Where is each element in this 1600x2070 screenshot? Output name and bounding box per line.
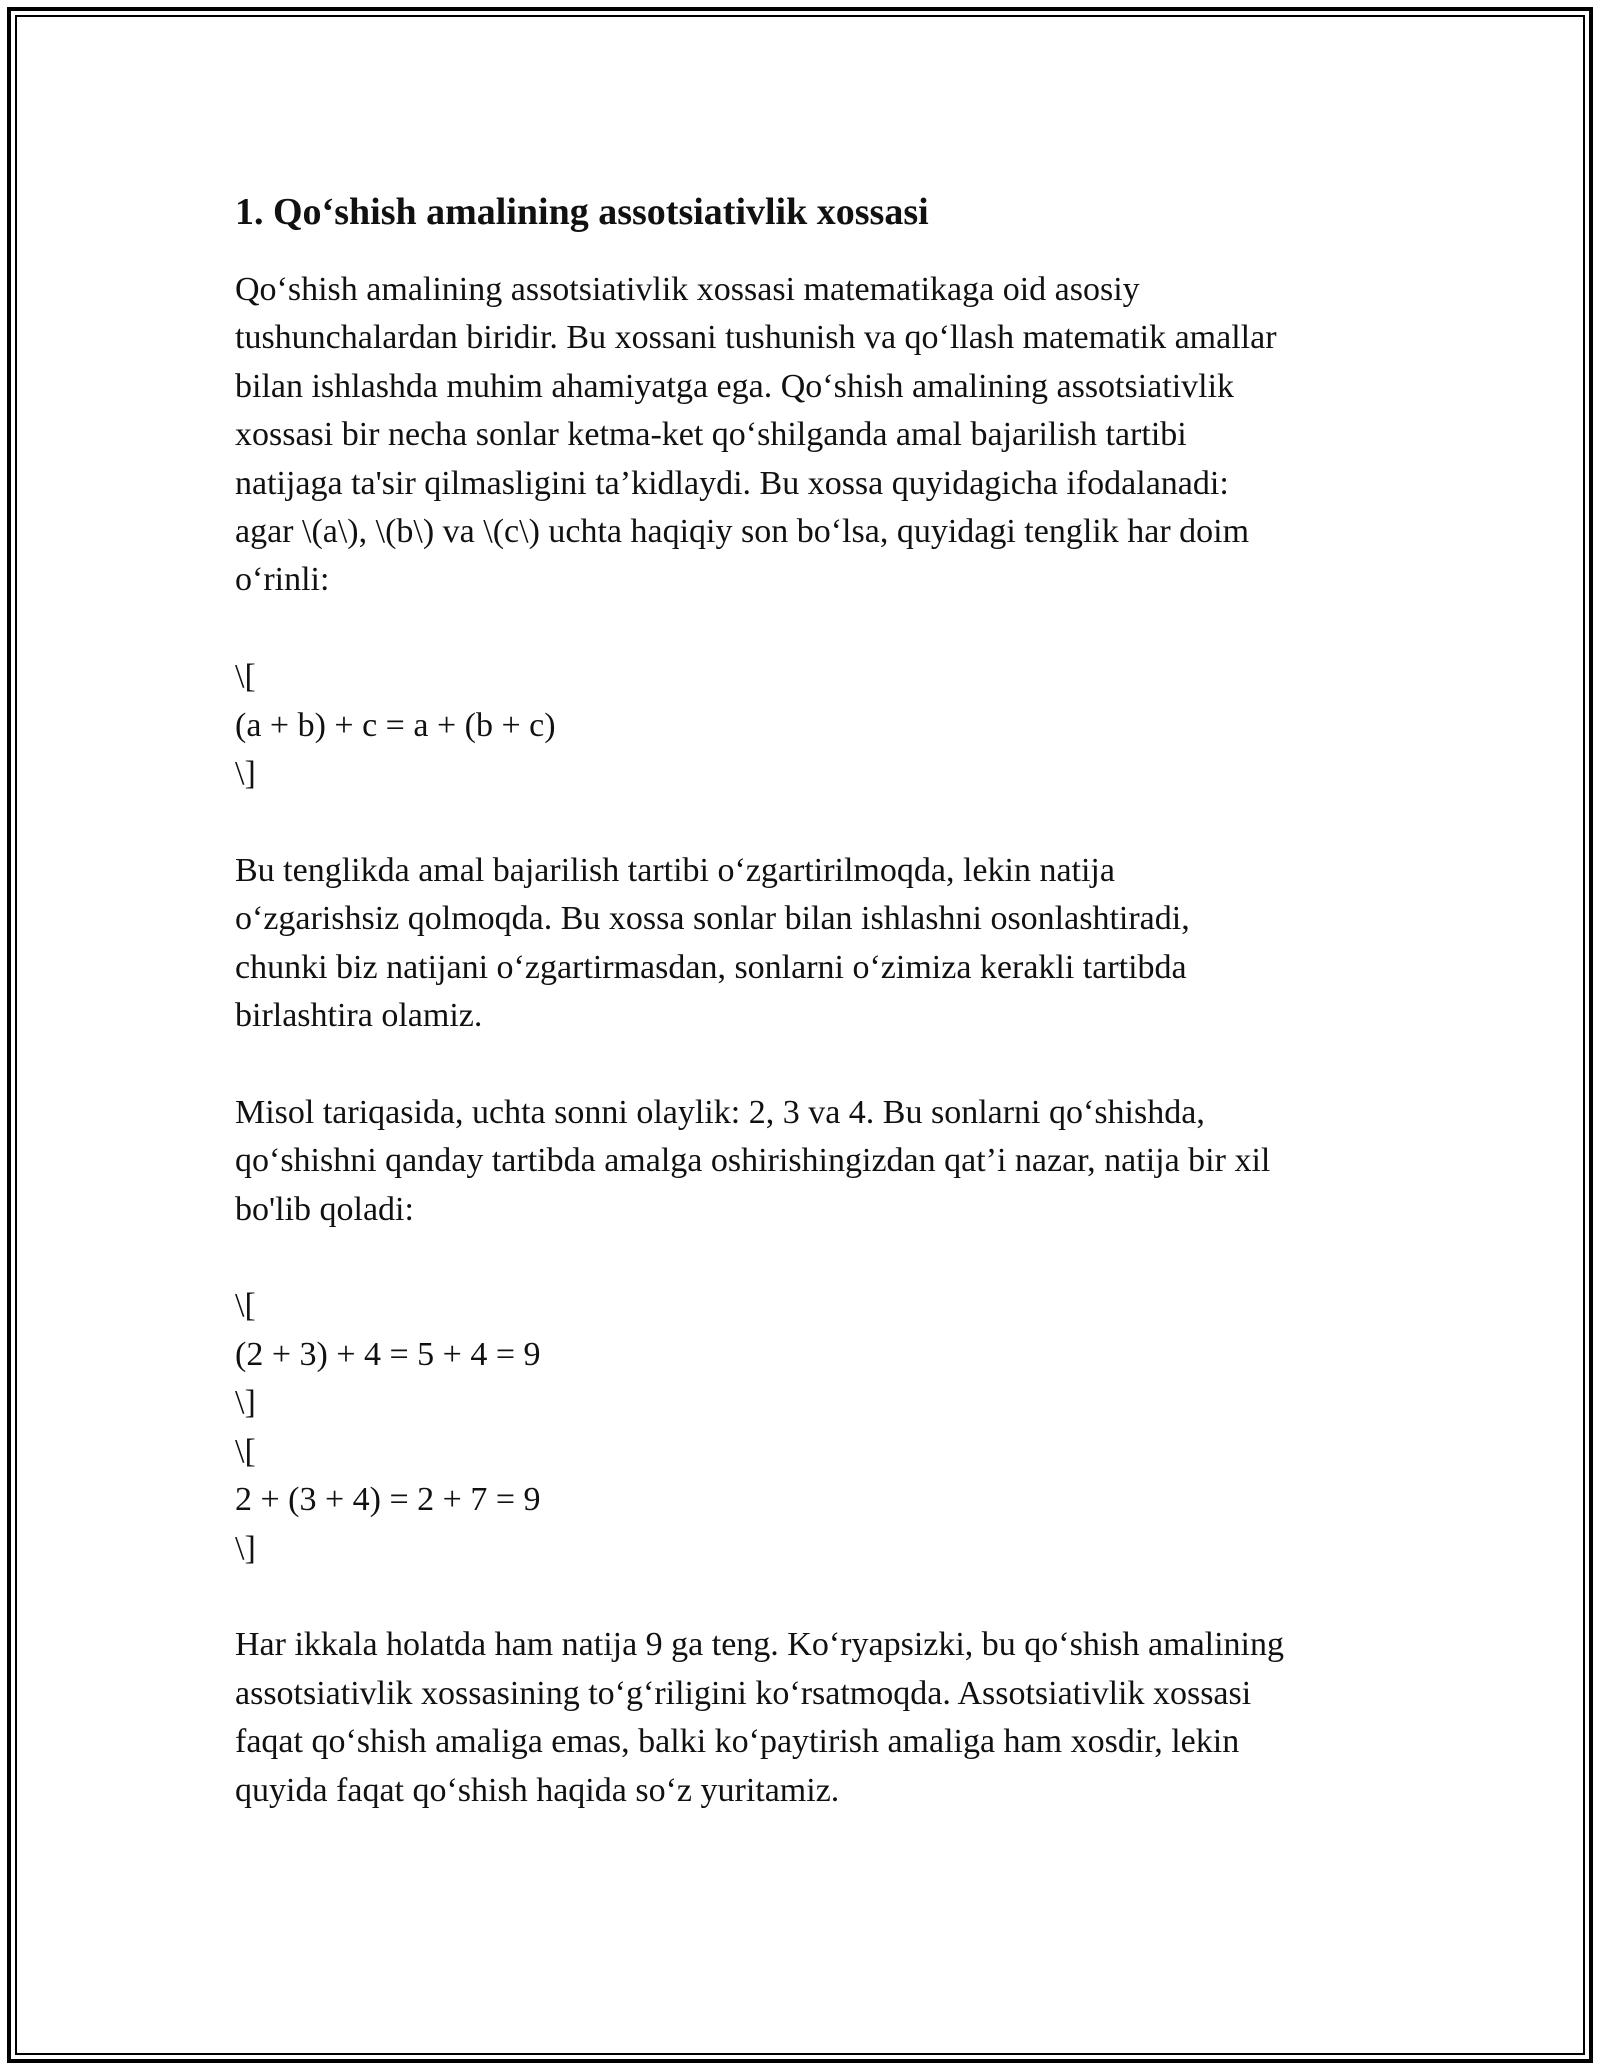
paragraph-example: Misol tariqasida, uchta sonni olaylik: 2, 3 va 4. Bu sonlarni qo‘shishda, qo‘shishni qanday tartibda amalga oshirishingizdan qat’i nazar, natija bir xil bo'lib qoladi: <box>235 1093 1271 1228</box>
paragraph-explanation: Bu tenglikda amal bajarilish tartibi o‘zgartirilmoqda, lekin natija o‘zgarishsiz qolmoqda. Bu xossa sonlar bilan ishlashni osonlashtiradi, chunki biz natijani o‘zgartirmasdan, sonlarni o‘zimiza kerakli tartibda birlashtira olamiz. <box>235 851 1190 1035</box>
spacer <box>235 1573 1375 1621</box>
section-heading: 1. Qo‘shish amalining assotsiativlik xossasi <box>235 191 929 233</box>
paragraph-intro: Qo‘shish amalining assotsiativlik xossasi matematikaga oid asosiy tushunchalardan biridir. Bu xossani tushunish va qo‘llash matematik amallar bilan ishlashda muhim ahamiyatga ega. Qo‘shish amalining assotsiativlik xossasi bir necha sonlar ketma-ket qo‘shilganda amal bajarilish tartibi natijaga ta'sir qilmasligini ta’kidlaydi. Bu xossa quyidagicha ifodalanadi: agar \(a\), \(b\) va \(c\) uchta haqiqiy son bo‘lsa, quyidagi tenglik har doim o‘rinli: <box>235 271 1277 599</box>
spacer <box>235 605 1375 653</box>
spacer <box>235 1234 1375 1282</box>
paragraph-conclusion: Har ikkala holatda ham natija 9 ga teng. Ko‘ryapsizki, bu qo‘shish amalining assotsiativlik xossasining to‘g‘riligini ko‘rsatmoqda. Assotsiativlik xossasi faqat qo‘shish amaliga emas, balki ko‘paytirish amaliga ham xosdir, lekin quyida faqat qo‘shish haqida so‘z yuritamiz. <box>235 1626 1285 1809</box>
spacer <box>235 1040 1375 1088</box>
equation-example: \[ (2 + 3) + 4 = 5 + 4 = 9 \] \[ 2 + (3 + 4) = 2 + 7 = 9 \] <box>235 1287 541 1567</box>
equation-general: \[ (a + b) + c = a + (b + c) \] <box>235 658 556 793</box>
document-body <box>235 188 1375 1815</box>
spacer <box>235 798 1375 846</box>
